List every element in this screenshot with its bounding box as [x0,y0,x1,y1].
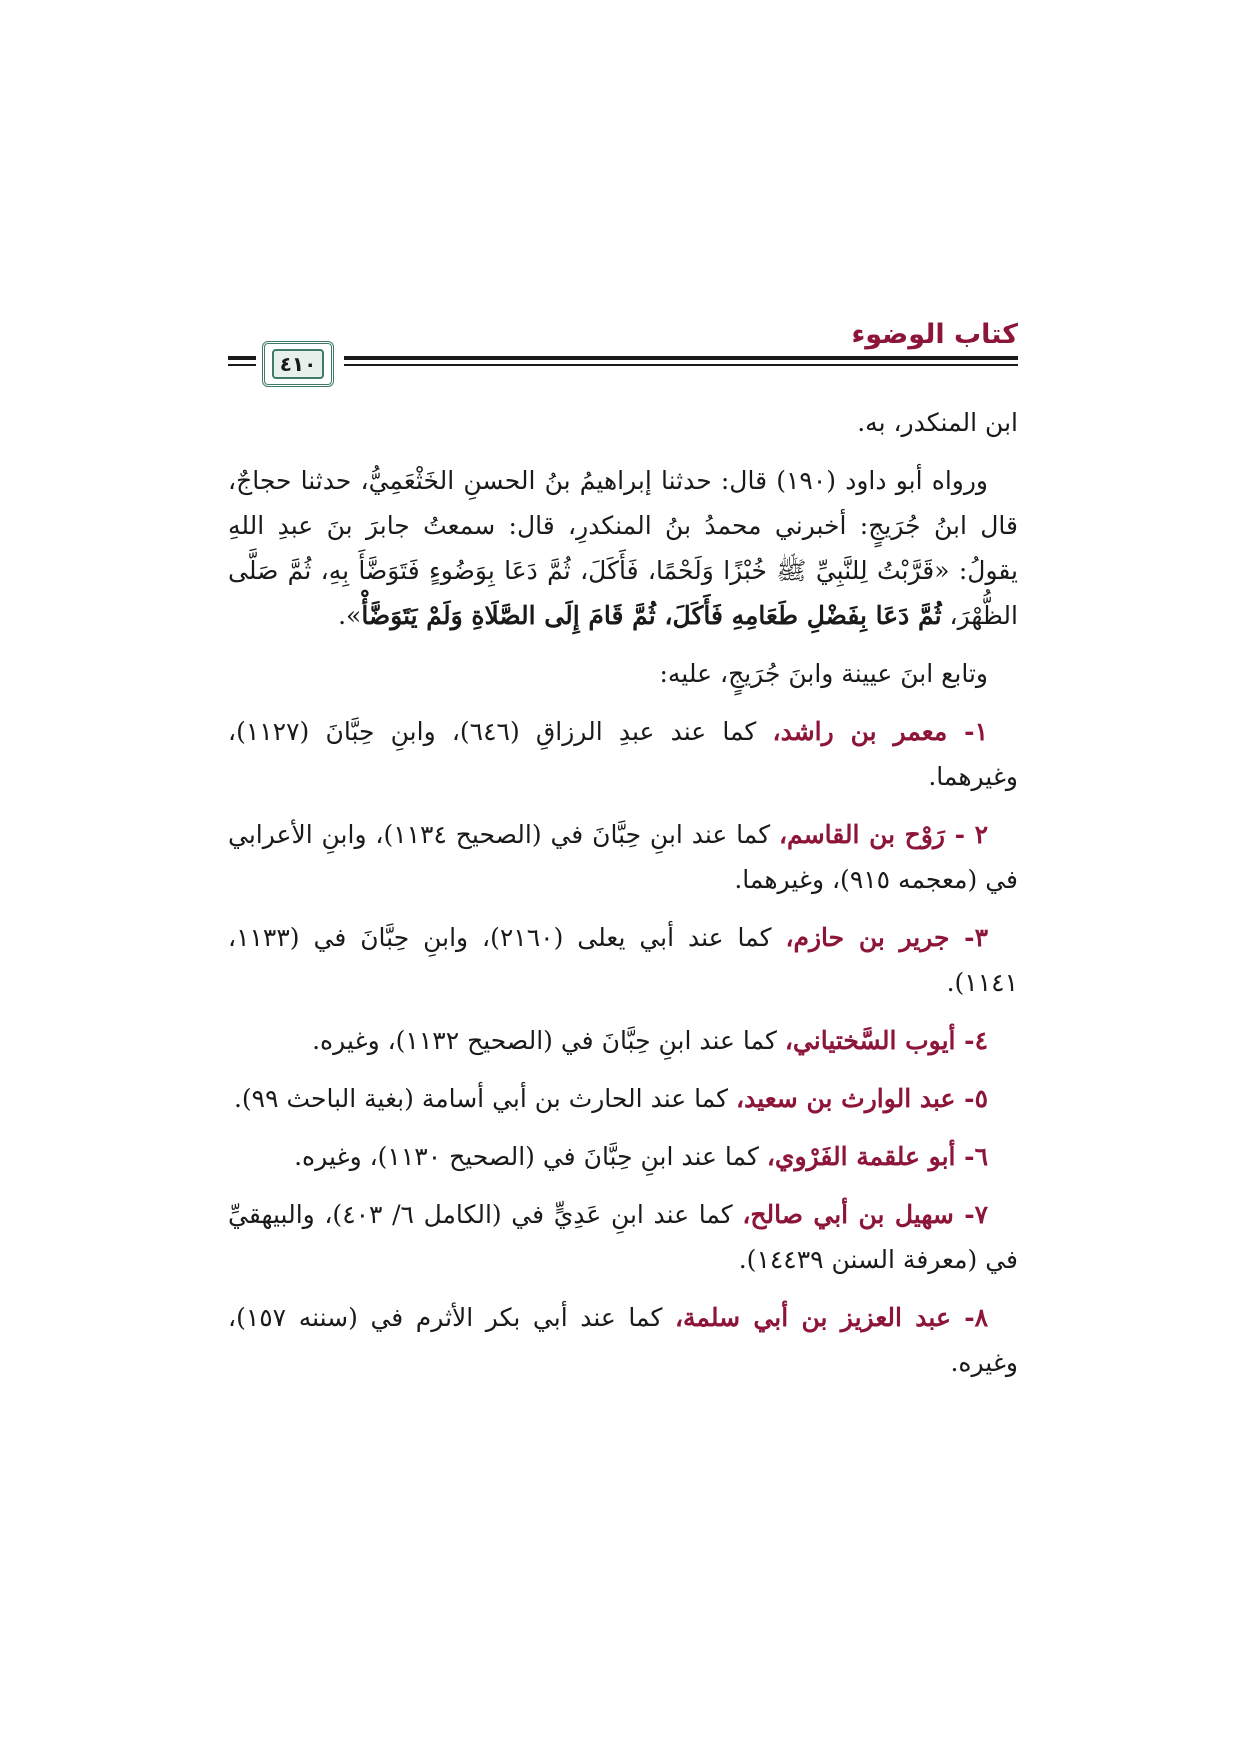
header-rule-left [228,356,256,372]
hadith-end: ». [338,601,362,630]
list-item [228,709,1018,799]
hadith-intro: ورواه أبو داود (١٩٠) قال: حدثنا إبراهيمُ بنُ الحسنِ الخَثْعَمِيُّ، حدثنا حجاجٌ، قال ابنُ جُرَيجٍ: أخبرني محمدُ بنُ المنكدرِ، قال: سمعتُ جابرَ بنَ عبدِ اللهِ يقولُ: «قَرَّبْتُ لِلنَّبِيِّ ﷺ خُبْزًا وَلَحْمًا، فَأَكَلَ، ثُمَّ دَعَا بِوَضُوءٍ فَتَوَضَّأَ بِهِ، ثُمَّ صَلَّى الظُّهْرَ، [228,466,1018,630]
list-item [228,1192,1018,1282]
narrator-source: كما عند ابنِ حِبَّانَ في (الصحيح ١١٣٤)، وابنِ الأعرابي في (معجمه ٩١٥)، وغيرهما. [228,820,1018,894]
page-number: ٤١٠ [279,352,317,376]
page-header [228,318,1018,388]
page-number-badge [262,341,334,387]
page-body [228,400,1018,1398]
narrator-source: كما عند أبي يعلى (٢١٦٠)، وابنِ حِبَّانَ في (١١٣٣، ١١٤١). [228,923,1018,997]
list-item [228,1134,1018,1179]
paragraph-followers-intro: وتابع ابنَ عيينة وابنَ جُرَيجٍ، عليه: [659,659,988,688]
narrator-source: كما عند عبدِ الرزاقِ (٦٤٦)، وابنِ حِبَّانَ (١١٢٧)، وغيرهما. [228,717,1018,791]
paragraph-continuation: ابن المنكدر، به. [857,408,1018,437]
paragraph-hadith [228,458,1018,638]
narrator-name: ٤- أيوب السَّختياني، [784,1026,988,1055]
narrator-source: كما عند ابنِ حِبَّانَ في (الصحيح ١١٣٠)، وغيره. [294,1142,767,1171]
narrator-name: ١- معمر بن راشد، [772,717,988,746]
narrator-name: ٨- عبد العزيز بن أبي سلمة، [674,1303,989,1332]
narrator-source: كما عند الحارث بن أبي أسامة (بغية الباحث ٩٩). [233,1084,737,1113]
list-item [228,1295,1018,1385]
list-item [228,812,1018,902]
header-rule-right [344,356,1018,372]
narrator-name: ٥- عبد الوارث بن سعيد، [736,1084,988,1113]
narrator-source: كما عند أبي بكر الأثرم في (سننه ١٥٧)، وغيره. [228,1303,1018,1377]
list-item [228,1018,1018,1063]
narrator-source: كما عند ابنِ حِبَّانَ في (الصحيح ١١٣٢)، وغيره. [312,1026,785,1055]
narrator-name: ٦- أبو علقمة الفَرْوي، [766,1142,988,1171]
list-item [228,1076,1018,1121]
narrator-name: ٢ - رَوْح بن القاسم، [778,820,988,849]
hadith-bold-text: ثُمَّ دَعَا بِفَضْلِ طَعَامِهِ فَأَكَلَ، ثُمَّ قَامَ إِلَى الصَّلَاةِ وَلَمْ يَتَوَضَّأْ [361,601,942,630]
narrator-name: ٧- سهيل بن أبي صالح، [742,1200,989,1229]
narrator-name: ٣- جرير بن حازم، [785,923,988,952]
narrator-source: كما عند ابنِ عَدِيٍّ في (الكامل ٦/ ٤٠٣)، والبيهقيِّ في (معرفة السنن ١٤٤٣٩). [228,1200,1018,1274]
list-item [228,915,1018,1005]
chapter-title: كتاب الوضوء [851,319,1018,350]
